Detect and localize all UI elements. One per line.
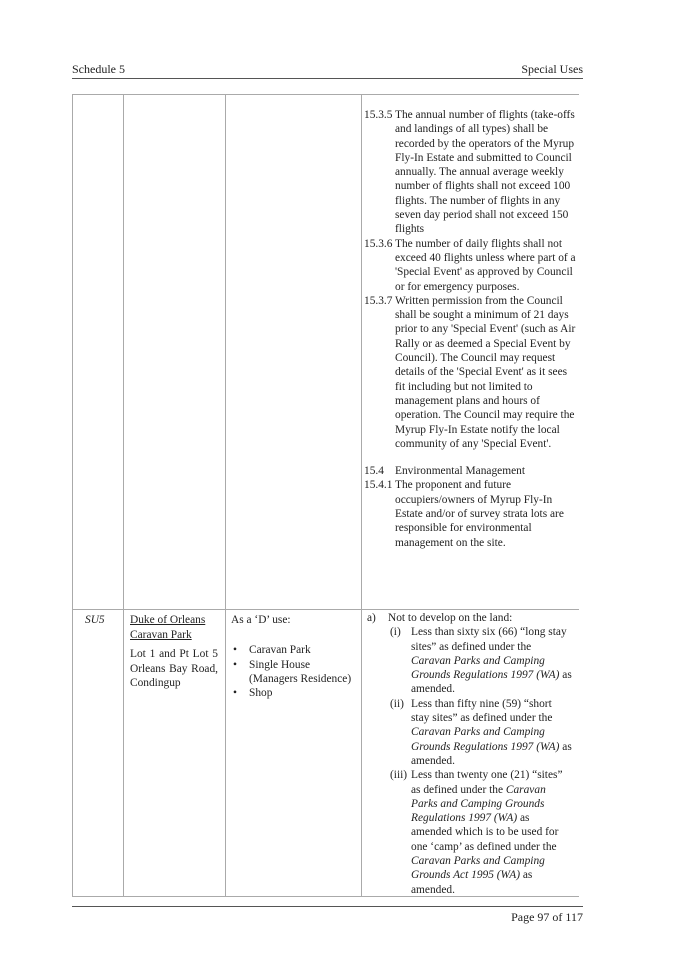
regulation-citation: Caravan Parks and Camping Grounds Regulations 1997 (WA) xyxy=(411,783,546,825)
header-schedule: Schedule 5 xyxy=(72,62,125,76)
use-class-intro: As a ‘D’ use: xyxy=(231,614,291,626)
clause-15-3-5 xyxy=(364,108,578,237)
clause-text: The number of daily flights shall not exceed 40 flights unless where part of a 'Special Event' as approved by Council or for emergency purposes. xyxy=(395,237,576,293)
condition-number: a) xyxy=(367,612,376,624)
site-description xyxy=(130,613,218,691)
item-number: (ii) xyxy=(390,697,404,710)
list-item: • Caravan Park xyxy=(231,643,359,657)
condition-item: (ii) Less than fifty nine (59) “short stay sites” as defined under the Caravan Parks and Camping Grounds Regulations 1997 (WA) as amended. xyxy=(390,697,572,767)
condition-item: (i) Less than sixty six (66) “long stay sites” as defined under the Caravan Parks and Camping Grounds Regulations 1997 (WA) as amended. xyxy=(390,626,572,696)
header-rule xyxy=(72,78,583,79)
clause-15-3-7 xyxy=(364,294,578,451)
clause-number: 15.3.7 xyxy=(364,294,393,307)
clause-text: The proponent and future occupiers/owners of Myrup Fly-In Estate and/or of survey strata lots are responsible for environmental management on the site. xyxy=(395,479,564,549)
table-top-border xyxy=(72,94,579,95)
condition-item: (iii) Less than twenty one (21) “sites” as defined under the Caravan Parks and Camping Grounds Regulations 1997 (WA) as amended which is to be used for one ‘camp’ as defined under the Caravan Parks and Camping Grounds Act 1995 (WA) as amended. xyxy=(390,769,563,896)
clause-number: 15.4 xyxy=(364,465,384,478)
regulation-citation: Caravan Parks and Camping Grounds Regulations 1997 (WA) xyxy=(411,726,560,753)
table-col-line xyxy=(72,94,73,896)
list-item: • Shop xyxy=(231,686,359,700)
clause-15-3-6 xyxy=(364,237,578,294)
page-number: Page 97 of 117 xyxy=(511,910,583,924)
list-item: • Single House (Managers Residence) xyxy=(231,658,359,687)
table-row-divider xyxy=(72,609,579,610)
development-conditions xyxy=(367,611,572,897)
clause-15-4-1 xyxy=(364,478,578,549)
condition-a xyxy=(367,611,572,625)
act-citation: Caravan Parks and Camping Grounds Act 1995 (WA) xyxy=(411,855,545,882)
clause-number: 15.4.1 xyxy=(364,479,393,492)
item-number: (i) xyxy=(390,626,401,639)
conditions-continued xyxy=(364,108,578,550)
table-col-line xyxy=(225,94,226,896)
special-use-code: SU5 xyxy=(85,614,105,626)
clause-heading: Environmental Management xyxy=(395,465,526,478)
item-number: (iii) xyxy=(390,769,408,782)
clause-number: 15.3.5 xyxy=(364,109,393,121)
site-name: Duke of Orleans Caravan Park xyxy=(130,614,206,641)
clause-number: 15.3.6 xyxy=(364,237,393,250)
permitted-uses xyxy=(231,613,359,700)
table-col-line xyxy=(123,94,124,896)
site-address: Lot 1 and Pt Lot 5 Orleans Bay Road, Condingup xyxy=(130,648,218,689)
clause-text: The annual number of flights (take-offs and landings of all types) shall be recorded by the operators of the Myrup Fly-In Estate and submitted to Council annually. The annual average weekly number of flights shall not exceed 100 flights. The number of flights in any seven day period shall not exceed 150 flights xyxy=(395,109,575,236)
footer-rule xyxy=(72,906,583,907)
regulation-citation: Caravan Parks and Camping Grounds Regulations 1997 (WA) xyxy=(411,654,560,682)
header-section-title: Special Uses xyxy=(521,62,583,76)
condition-text: Not to develop on the land: xyxy=(388,612,513,624)
clause-15-4 xyxy=(364,464,578,478)
clause-text: Written permission from the Council shall be sought a minimum of 21 days prior to any 'Special Event' (such as Air Rally or as deemed a Special Event by Council). The Council may request details of the 'Special Event' as it sees fit including but not limited to management plans and hours of operation. The Council may require the Myrup Fly-In Estate notify the local community of any 'Special Event'. xyxy=(395,294,576,450)
uses-list xyxy=(231,643,359,700)
table-col-line xyxy=(361,94,362,896)
